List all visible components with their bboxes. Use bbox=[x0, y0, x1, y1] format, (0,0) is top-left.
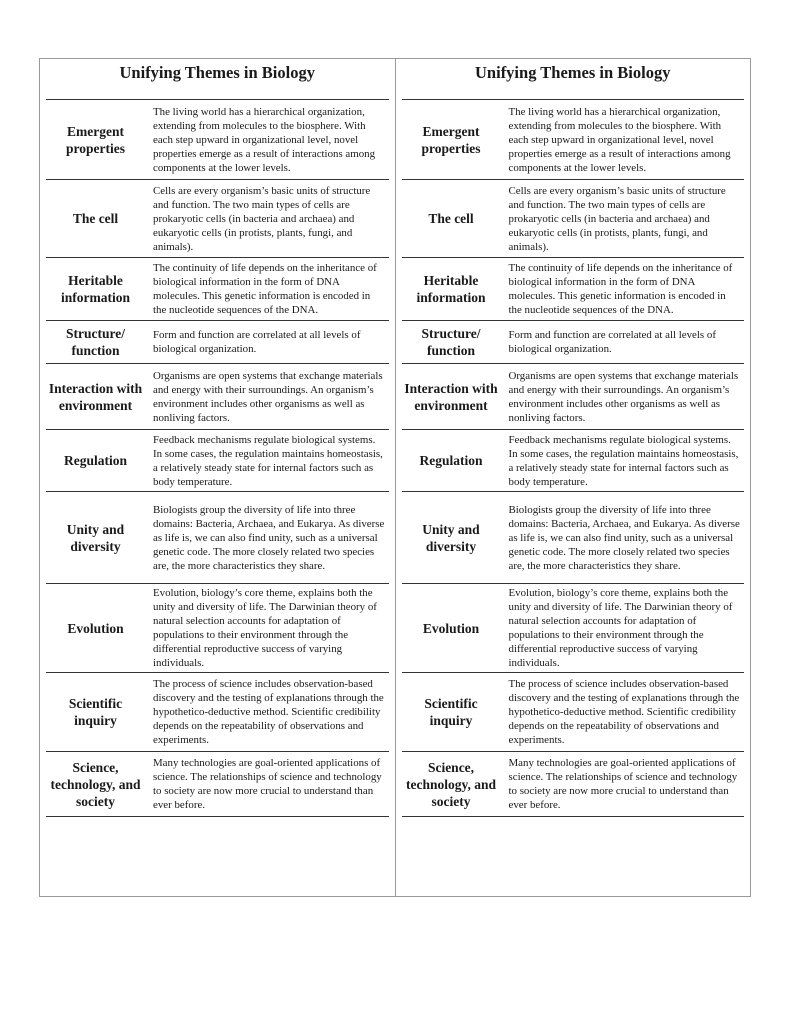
theme-description: The continuity of life depends on the inheritance of biological information in the form of DNA molecules. This genetic information is encoded in the nucleotide sequences of the DNA. bbox=[508, 262, 733, 316]
panel-title: Unifying Themes in Biology bbox=[119, 63, 315, 82]
theme-term: Unity and diversity bbox=[422, 521, 480, 554]
theme-description: Organisms are open systems that exchange materials and energy with their surroundings. An organism’s environment includes other organisms as well as nonliving factors. bbox=[508, 369, 739, 424]
theme-row bbox=[402, 492, 745, 584]
theme-row bbox=[46, 673, 389, 752]
theme-term: Scientific inquiry bbox=[68, 696, 123, 728]
theme-row bbox=[46, 321, 389, 364]
theme-description: The process of science includes observation-based discovery and the testing of explanations through the hypothetico-deductive method. Scientific credibility depends on the repeatability of observations and experiments. bbox=[153, 678, 384, 746]
theme-term: Emergent properties bbox=[66, 123, 125, 156]
themes-table bbox=[46, 99, 389, 817]
theme-row bbox=[402, 258, 745, 321]
theme-row bbox=[46, 752, 389, 817]
theme-description: Many technologies are goal-oriented applications of science. The relationships of science and technology to society are now more crucial to understand than ever before. bbox=[153, 757, 382, 811]
theme-row bbox=[46, 492, 389, 584]
theme-row bbox=[46, 258, 389, 321]
panel-left bbox=[40, 59, 395, 896]
theme-term: Interaction with environment bbox=[404, 380, 498, 413]
theme-row bbox=[402, 430, 745, 492]
theme-term: Structure/ function bbox=[66, 326, 125, 358]
themes-table bbox=[402, 99, 745, 817]
theme-term: Emergent properties bbox=[421, 123, 481, 156]
panel-right bbox=[395, 59, 751, 896]
theme-description: The living world has a hierarchical organization, extending from molecules to the biosphere. With each step upward in organizational level, novel properties emerge as a result of interactions among components at the lower levels. bbox=[153, 105, 376, 174]
theme-term: Heritable information bbox=[61, 273, 130, 305]
theme-description: Organisms are open systems that exchange materials and energy with their surroundings. An organism’s environment includes other organisms as well as nonliving factors. bbox=[153, 369, 383, 424]
theme-term: Regulation bbox=[63, 453, 127, 468]
theme-row bbox=[402, 364, 745, 430]
handout-sheet bbox=[39, 58, 751, 897]
theme-row bbox=[46, 180, 389, 258]
theme-term: The cell bbox=[72, 211, 119, 226]
theme-term: Evolution bbox=[422, 620, 480, 636]
theme-term: Scientific inquiry bbox=[424, 696, 478, 728]
theme-description: Form and function are correlated at all levels of biological organization. bbox=[153, 329, 361, 355]
theme-row bbox=[402, 321, 745, 364]
theme-term: Regulation bbox=[419, 453, 483, 468]
theme-row bbox=[402, 752, 745, 817]
theme-description: Biologists group the diversity of life into three domains: Bacteria, Archaea, and Eukarya. As diverse as life is, we can also find unity, such as a universal genetic code. The more closely related two species are, the more characteristics they share. bbox=[508, 503, 740, 572]
theme-row bbox=[46, 584, 389, 673]
theme-term: Evolution bbox=[67, 620, 124, 636]
theme-row bbox=[46, 364, 389, 430]
theme-description: Feedback mechanisms regulate biological systems. In some cases, the regulation maintains homeostasis, a relatively steady state for internal factors such as body temperature. bbox=[508, 433, 739, 488]
theme-term: Science, technology, and society bbox=[50, 759, 141, 809]
theme-row bbox=[402, 584, 745, 673]
theme-description: Cells are every organism’s basic units of structure and function. The two main types of cells are prokaryotic cells (in bacteria and archaea) and eukaryotic cells (in protists, plants, fungi, and animals). bbox=[153, 184, 371, 253]
theme-row bbox=[402, 673, 745, 752]
theme-term: The cell bbox=[428, 211, 474, 226]
theme-description: The living world has a hierarchical organization, extending from molecules to the biosphere. With each step upward in organizational level, novel properties emerge as a result of interactions among components at the lower levels. bbox=[508, 105, 731, 174]
theme-description: Evolution, biology’s core theme, explains both the unity and diversity of life. The Darwinian theory of natural selection accounts for adaptation of populations to their environment through the differential reproductive success of varying individuals. bbox=[153, 587, 377, 669]
theme-term: Unity and diversity bbox=[66, 521, 125, 554]
theme-description: Many technologies are goal-oriented applications of science. The relationships of science and technology to society are now more crucial to understand than ever before. bbox=[508, 757, 738, 811]
theme-description: Form and function are correlated at all levels of biological organization. bbox=[508, 329, 716, 355]
theme-description: Evolution, biology’s core theme, explains both the unity and diversity of life. The Darwinian theory of natural selection accounts for adaptation of populations to their environment through the differential reproductive success of varying individuals. bbox=[508, 587, 733, 669]
panel-title: Unifying Themes in Biology bbox=[475, 63, 671, 82]
theme-description: Feedback mechanisms regulate biological systems. In some cases, the regulation maintains homeostasis, a relatively steady state for internal factors such as body temperature. bbox=[153, 433, 383, 488]
theme-row bbox=[402, 100, 745, 180]
theme-term: Structure/ function bbox=[421, 326, 481, 358]
theme-description: Biologists group the diversity of life into three domains: Bacteria, Archaea, and Eukarya. As diverse as life is, we can also find unity, such as a universal genetic code. The more closely related two species are, the more characteristics they share. bbox=[153, 503, 385, 572]
theme-term: Interaction with environment bbox=[48, 380, 143, 413]
theme-term: Heritable information bbox=[416, 273, 486, 305]
theme-term: Science, technology, and society bbox=[405, 759, 497, 809]
theme-row bbox=[402, 180, 745, 258]
theme-description: The continuity of life depends on the inheritance of biological information in the form of DNA molecules. This genetic information is encoded in the nucleotide sequences of the DNA. bbox=[153, 262, 377, 316]
theme-row bbox=[46, 430, 389, 492]
theme-description: Cells are every organism’s basic units of structure and function. The two main types of cells are prokaryotic cells (in bacteria and archaea) and eukaryotic cells (in protists, plants, fungi, and animals). bbox=[508, 184, 726, 253]
theme-description: The process of science includes observation-based discovery and the testing of explanations through the hypothetico-deductive method. Scientific credibility depends on the repeatability of observations and experiments. bbox=[508, 678, 740, 746]
theme-row bbox=[46, 100, 389, 180]
